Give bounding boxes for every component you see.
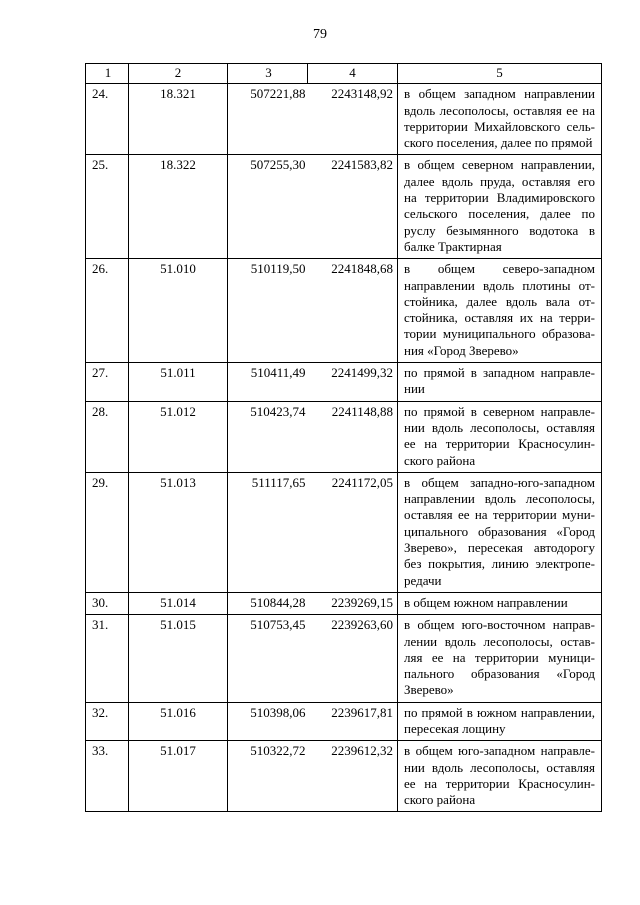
column-header-3: 3	[228, 64, 308, 84]
x-coordinate-cell: 510398,06	[228, 702, 308, 741]
table-row	[86, 592, 602, 614]
y-coordinate-cell: 2241148,88	[308, 401, 398, 472]
description-cell: в общем западном направлении вдоль лесополосы, оставляя ее на территории Михайловского сель-ского поселения, далее по прямой	[398, 84, 602, 155]
table-row	[86, 259, 602, 363]
column-header-2: 2	[129, 64, 228, 84]
point-id-cell: 51.016	[129, 702, 228, 741]
description-cell: в общем южном направлении	[398, 592, 602, 614]
row-number-cell: 26.	[86, 259, 129, 363]
x-coordinate-cell: 510844,28	[228, 592, 308, 614]
y-coordinate-cell: 2243148,92	[308, 84, 398, 155]
column-header-5: 5	[398, 64, 602, 84]
x-coordinate-cell: 511117,65	[228, 472, 308, 592]
point-id-cell: 51.011	[129, 363, 228, 402]
row-number-cell: 28.	[86, 401, 129, 472]
boundary-coordinates-table	[85, 63, 602, 812]
description-cell: в общем западно-юго-западном направлении вдоль лесополосы, оставляя ее на территории муни-ципального образования «Город Зверево», пересекая автодорогу без покрытия, линию электропе-редачи	[398, 472, 602, 592]
y-coordinate-cell: 2241172,05	[308, 472, 398, 592]
point-id-cell: 18.321	[129, 84, 228, 155]
y-coordinate-cell: 2239263,60	[308, 615, 398, 702]
y-coordinate-cell: 2239269,15	[308, 592, 398, 614]
point-id-cell: 51.013	[129, 472, 228, 592]
point-id-cell: 51.017	[129, 741, 228, 812]
y-coordinate-cell: 2241848,68	[308, 259, 398, 363]
description-cell: по прямой в западном направле-нии	[398, 363, 602, 402]
table-row	[86, 363, 602, 402]
y-coordinate-cell: 2239612,32	[308, 741, 398, 812]
row-number-cell: 24.	[86, 84, 129, 155]
point-id-cell: 51.012	[129, 401, 228, 472]
row-number-cell: 25.	[86, 155, 129, 259]
description-cell: в общем северо-западном направлении вдоль плотины от-стойника, далее вдоль вала от-стойника, оставляя их на терри-тории муниципального образова-ния «Город Зверево»	[398, 259, 602, 363]
row-number-cell: 29.	[86, 472, 129, 592]
column-header-4: 4	[308, 64, 398, 84]
point-id-cell: 18.322	[129, 155, 228, 259]
x-coordinate-cell: 510753,45	[228, 615, 308, 702]
row-number-cell: 30.	[86, 592, 129, 614]
table-row	[86, 615, 602, 702]
table-row	[86, 741, 602, 812]
point-id-cell: 51.015	[129, 615, 228, 702]
page-number: 79	[313, 27, 327, 42]
description-cell: по прямой в северном направле-нии вдоль лесополосы, оставляя ее на территории Красносулин-ского района	[398, 401, 602, 472]
y-coordinate-cell: 2239617,81	[308, 702, 398, 741]
table-row	[86, 155, 602, 259]
table-header-row	[86, 64, 602, 84]
x-coordinate-cell: 507255,30	[228, 155, 308, 259]
row-number-cell: 31.	[86, 615, 129, 702]
table-row	[86, 401, 602, 472]
y-coordinate-cell: 2241583,82	[308, 155, 398, 259]
y-coordinate-cell: 2241499,32	[308, 363, 398, 402]
table-body	[86, 84, 602, 812]
x-coordinate-cell: 510423,74	[228, 401, 308, 472]
row-number-cell: 32.	[86, 702, 129, 741]
x-coordinate-cell: 510119,50	[228, 259, 308, 363]
description-cell: в общем северном направлении, далее вдоль пруда, оставляя его на территории Владимировского сельского поселения, далее по руслу безымянного водотока в балке Трактирная	[398, 155, 602, 259]
x-coordinate-cell: 510411,49	[228, 363, 308, 402]
table-row	[86, 84, 602, 155]
description-cell: в общем юго-западном направле-нии вдоль лесополосы, оставляя ее на территории Красносулин-ского района	[398, 741, 602, 812]
description-cell: в общем юго-восточном направ-лении вдоль лесополосы, остав-ляя ее на территории муници-пального образования «Город Зверево»	[398, 615, 602, 702]
table-row	[86, 472, 602, 592]
point-id-cell: 51.010	[129, 259, 228, 363]
x-coordinate-cell: 510322,72	[228, 741, 308, 812]
table-row	[86, 702, 602, 741]
row-number-cell: 33.	[86, 741, 129, 812]
column-header-1: 1	[86, 64, 129, 84]
point-id-cell: 51.014	[129, 592, 228, 614]
x-coordinate-cell: 507221,88	[228, 84, 308, 155]
description-cell: по прямой в южном направлении, пересекая лощину	[398, 702, 602, 741]
row-number-cell: 27.	[86, 363, 129, 402]
